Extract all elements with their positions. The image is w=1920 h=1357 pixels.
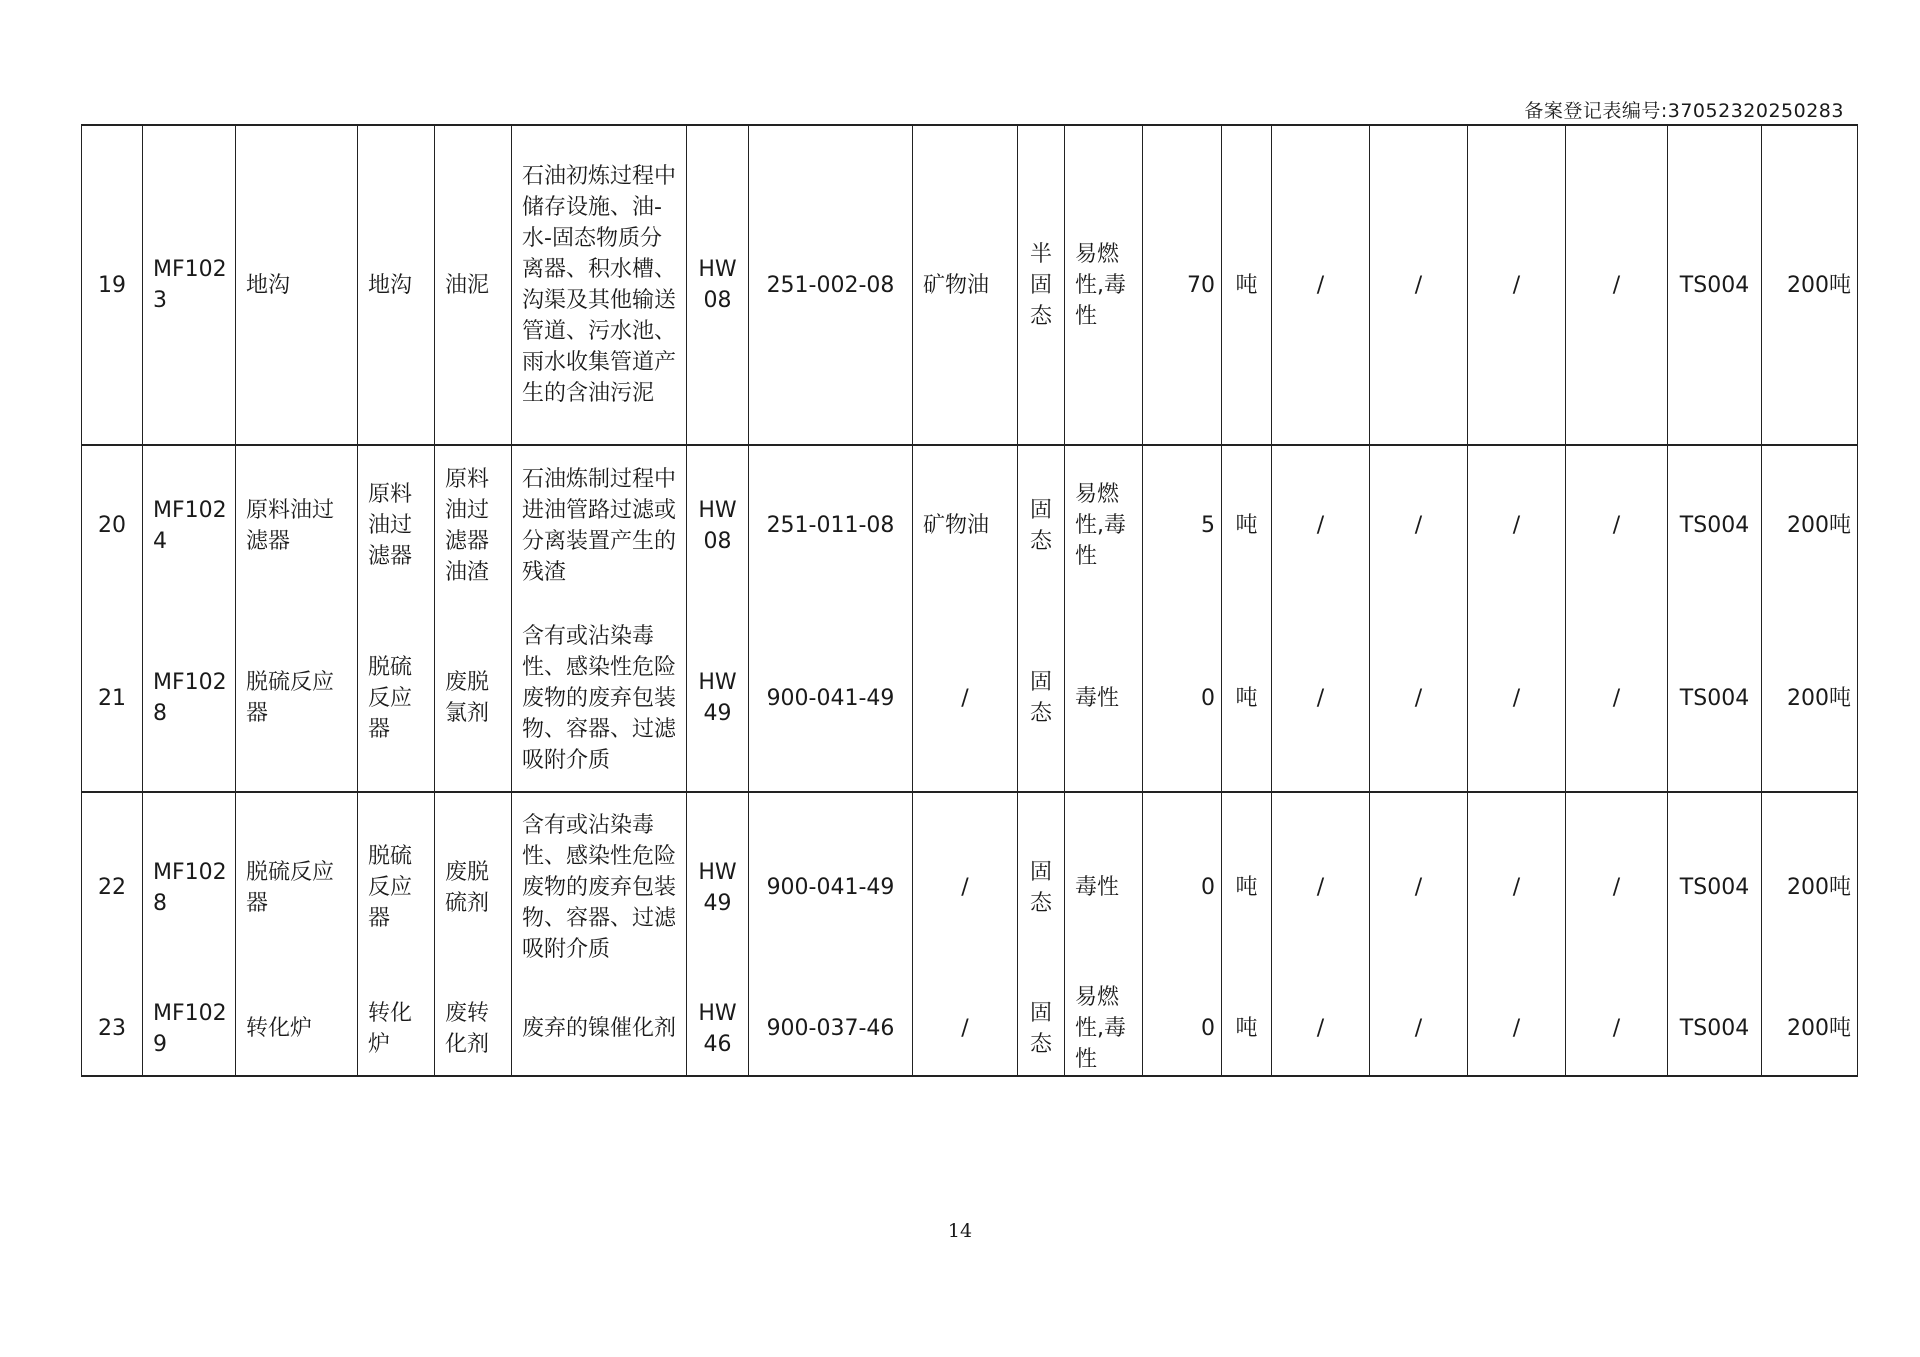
- amount-value: 70: [1143, 125, 1222, 445]
- empty-cell: /: [1468, 125, 1566, 445]
- waste-code: 251-002-08: [749, 125, 913, 445]
- facility-name: 原料油过滤器: [236, 445, 358, 605]
- amount-unit: 吨: [1222, 125, 1272, 445]
- empty-cell: /: [1566, 605, 1668, 792]
- table-row: [82, 792, 1858, 982]
- empty-cell: /: [1272, 982, 1370, 1076]
- empty-cell: /: [1468, 605, 1566, 792]
- storage-capacity: 200吨: [1762, 605, 1858, 792]
- waste-name: 废脱氯剂: [435, 605, 512, 792]
- empty-cell: /: [1566, 125, 1668, 445]
- waste-name: 废转化剂: [435, 982, 512, 1076]
- empty-cell: /: [1370, 982, 1468, 1076]
- process-name: 转化炉: [358, 982, 435, 1076]
- physical-form: 半固态: [1018, 125, 1065, 445]
- hazard-property: 毒性: [1065, 605, 1143, 792]
- empty-cell: /: [1370, 792, 1468, 982]
- empty-cell: /: [1566, 982, 1668, 1076]
- equipment-code: MF1028: [143, 792, 236, 982]
- physical-form: 固态: [1018, 445, 1065, 605]
- hazard-property: 易燃性,毒性: [1065, 982, 1143, 1076]
- empty-cell: /: [1468, 792, 1566, 982]
- waste-code: 900-041-49: [749, 792, 913, 982]
- registration-label: 备案登记表编号:: [1524, 100, 1668, 122]
- storage-capacity: 200吨: [1762, 982, 1858, 1076]
- hazard-component: /: [913, 982, 1018, 1076]
- storage-capacity: 200吨: [1762, 792, 1858, 982]
- empty-cell: /: [1370, 125, 1468, 445]
- waste-code: 900-041-49: [749, 605, 913, 792]
- storage-facility-code: TS004: [1668, 982, 1762, 1076]
- equipment-code: MF1028: [143, 605, 236, 792]
- process-name: 地沟: [358, 125, 435, 445]
- hazardous-waste-table: [81, 124, 1858, 1077]
- waste-description: 石油初炼过程中储存设施、油-水-固态物质分离器、积水槽、沟渠及其他输送管道、污水池、雨水收集管道产生的含油污泥: [512, 125, 687, 445]
- amount-value: 0: [1143, 792, 1222, 982]
- facility-name: 脱硫反应器: [236, 605, 358, 792]
- empty-cell: /: [1468, 982, 1566, 1076]
- equipment-code: MF1024: [143, 445, 236, 605]
- table-row: [82, 605, 1858, 792]
- hazard-component: 矿物油: [913, 125, 1018, 445]
- waste-description: 含有或沾染毒性、感染性危险废物的废弃包装物、容器、过滤吸附介质: [512, 792, 687, 982]
- empty-cell: /: [1370, 445, 1468, 605]
- empty-cell: /: [1272, 605, 1370, 792]
- waste-category: HW49: [687, 792, 749, 982]
- hazard-component: /: [913, 792, 1018, 982]
- storage-facility-code: TS004: [1668, 445, 1762, 605]
- empty-cell: /: [1272, 125, 1370, 445]
- waste-name: 油泥: [435, 125, 512, 445]
- amount-value: 0: [1143, 982, 1222, 1076]
- hazard-property: 易燃性,毒性: [1065, 125, 1143, 445]
- table-row: [82, 982, 1858, 1076]
- registration-number: 37052320250283: [1667, 100, 1844, 122]
- storage-facility-code: TS004: [1668, 125, 1762, 445]
- empty-cell: /: [1468, 445, 1566, 605]
- amount-value: 0: [1143, 605, 1222, 792]
- amount-value: 5: [1143, 445, 1222, 605]
- storage-facility-code: TS004: [1668, 605, 1762, 792]
- waste-code: 900-037-46: [749, 982, 913, 1076]
- physical-form: 固态: [1018, 982, 1065, 1076]
- registration-number-line: [1524, 96, 1844, 123]
- equipment-code: MF1029: [143, 982, 236, 1076]
- waste-category: HW46: [687, 982, 749, 1076]
- waste-name: 原料油过滤器油渣: [435, 445, 512, 605]
- storage-facility-code: TS004: [1668, 792, 1762, 982]
- waste-code: 251-011-08: [749, 445, 913, 605]
- row-number: 20: [82, 445, 143, 605]
- facility-name: 脱硫反应器: [236, 792, 358, 982]
- hazard-property: 易燃性,毒性: [1065, 445, 1143, 605]
- equipment-code: MF1023: [143, 125, 236, 445]
- row-number: 21: [82, 605, 143, 792]
- amount-unit: 吨: [1222, 605, 1272, 792]
- waste-description: 石油炼制过程中进油管路过滤或分离装置产生的残渣: [512, 445, 687, 605]
- facility-name: 转化炉: [236, 982, 358, 1076]
- amount-unit: 吨: [1222, 445, 1272, 605]
- storage-capacity: 200吨: [1762, 125, 1858, 445]
- table-row: [82, 445, 1858, 605]
- process-name: 原料油过滤器: [358, 445, 435, 605]
- waste-category: HW08: [687, 445, 749, 605]
- hazard-component: /: [913, 605, 1018, 792]
- empty-cell: /: [1370, 605, 1468, 792]
- waste-category: HW49: [687, 605, 749, 792]
- table-row: [82, 125, 1858, 445]
- row-number: 19: [82, 125, 143, 445]
- facility-name: 地沟: [236, 125, 358, 445]
- empty-cell: /: [1566, 792, 1668, 982]
- physical-form: 固态: [1018, 792, 1065, 982]
- row-number: 22: [82, 792, 143, 982]
- row-number: 23: [82, 982, 143, 1076]
- waste-description: 含有或沾染毒性、感染性危险废物的废弃包装物、容器、过滤吸附介质: [512, 605, 687, 792]
- empty-cell: /: [1272, 445, 1370, 605]
- page-number: 14: [947, 1220, 973, 1242]
- hazard-property: 毒性: [1065, 792, 1143, 982]
- hazard-component: 矿物油: [913, 445, 1018, 605]
- empty-cell: /: [1272, 792, 1370, 982]
- waste-description: 废弃的镍催化剂: [512, 982, 687, 1076]
- waste-category: HW08: [687, 125, 749, 445]
- process-name: 脱硫反应器: [358, 605, 435, 792]
- storage-capacity: 200吨: [1762, 445, 1858, 605]
- waste-name: 废脱硫剂: [435, 792, 512, 982]
- physical-form: 固态: [1018, 605, 1065, 792]
- amount-unit: 吨: [1222, 982, 1272, 1076]
- empty-cell: /: [1566, 445, 1668, 605]
- amount-unit: 吨: [1222, 792, 1272, 982]
- process-name: 脱硫反应器: [358, 792, 435, 982]
